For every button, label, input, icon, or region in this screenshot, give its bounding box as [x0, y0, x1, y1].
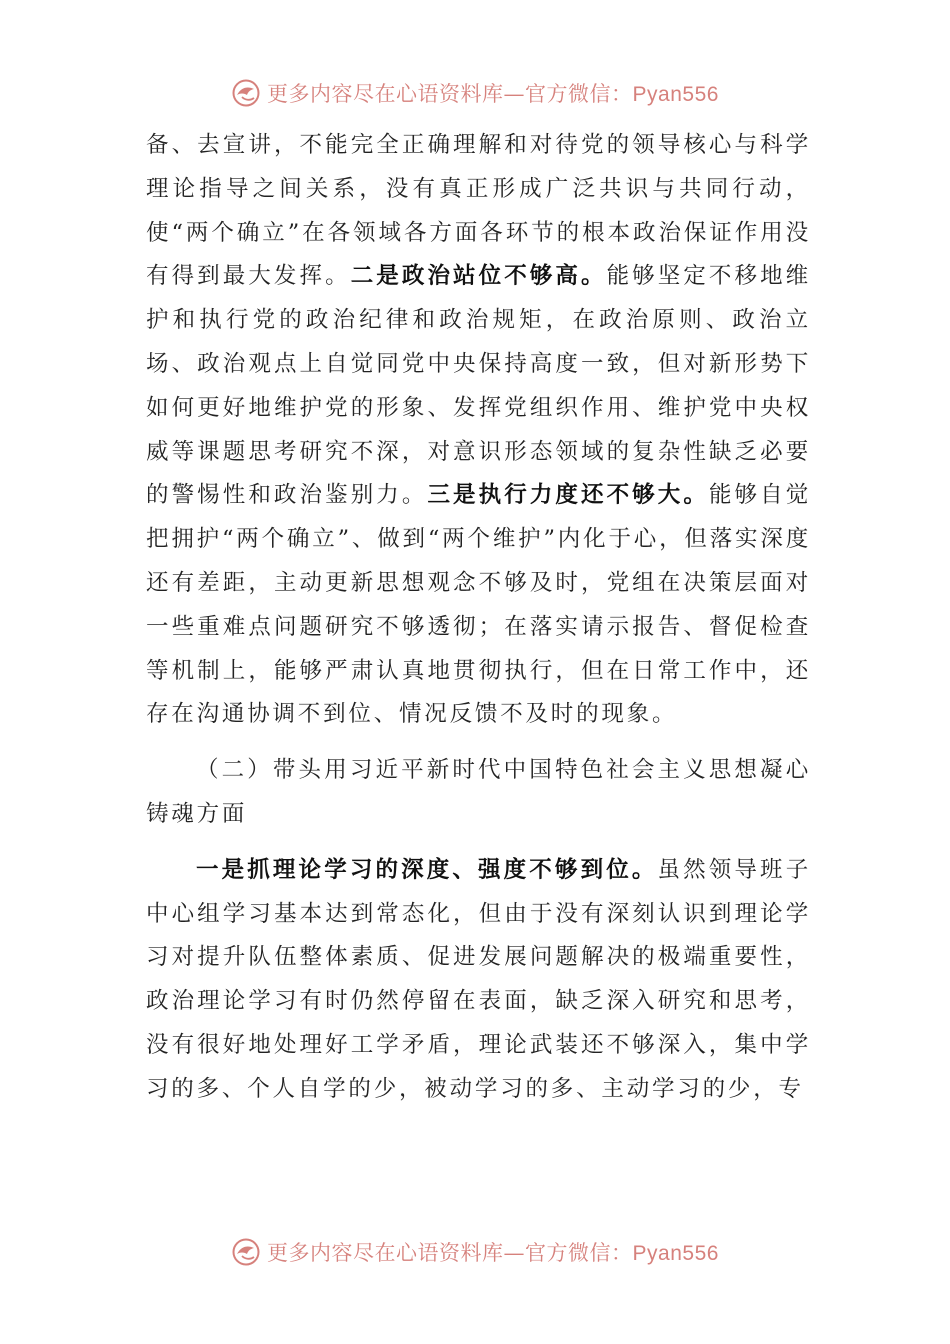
- footer-watermark: [0, 1232, 950, 1272]
- document-body: [146, 124, 811, 1112]
- dove-logo-icon: [231, 78, 261, 108]
- section-heading: （二）带头用习近平新时代中国特色社会主义思想凝心铸魂方面: [146, 757, 811, 827]
- point-heading-theory-study: 一是抓理论学习的深度、强度不够到位。: [196, 856, 658, 883]
- paragraph-theory-study: 一是抓理论学习的深度、强度不够到位。虽然领导班子中心组学习基本达到常态化，但由于没有深刻认识到理论学习对提升队伍整体素质、促进发展问题解决的极端重要性，政治理论学习有时仍然停留在表面，缺乏深入研究和思考，没有很好地处理好工学矛盾，理论武装还不够深入，集中学习的多、个人自学的少，被动学习的多、主动学习的少，专: [146, 856, 811, 1102]
- dove-logo-icon: [231, 1237, 261, 1267]
- point-heading-execution: 三是执行力度还不够大。: [427, 482, 709, 509]
- header-watermark: [0, 73, 950, 113]
- point-heading-political-stance: 二是政治站位不够高。: [350, 263, 607, 290]
- paragraph-politics-continued: 备、去宣讲，不能完全正确理解和对待党的领导核心与科学理论指导之间关系，没有真正形成广泛共识与共同行动，使“两个确立”在各领域各方面各环节的根本政治保证作用没有得到最大发挥。二是政治站位不够高。能够坚定不移地维护和执行党的政治纪律和政治规矩，在政治原则、政治立场、政治观点上自觉同党中央保持高度一致，但对新形势下如何更好地维护党的形象、发挥党组织作用、维护党中央权威等课题思考研究不深，对意识形态领域的复杂性缺乏必要的警惕性和政治鉴别力。三是执行力度还不够大。能够自觉把拥护“两个确立”、做到“两个维护”内化于心，但落实深度还有差距，主动更新思想观念不够及时，党组在决策层面对一些重难点问题研究不够透彻；在落实请示报告、督促检查等机制上，能够严肃认真地贯彻执行，但在日常工作中，还存在沟通协调不到位、情况反馈不及时的现象。: [146, 132, 811, 728]
- watermark-text: 更多内容尽在心语资料库—官方微信：Pyan556: [267, 1241, 719, 1265]
- watermark-text: 更多内容尽在心语资料库—官方微信：Pyan556: [267, 82, 719, 106]
